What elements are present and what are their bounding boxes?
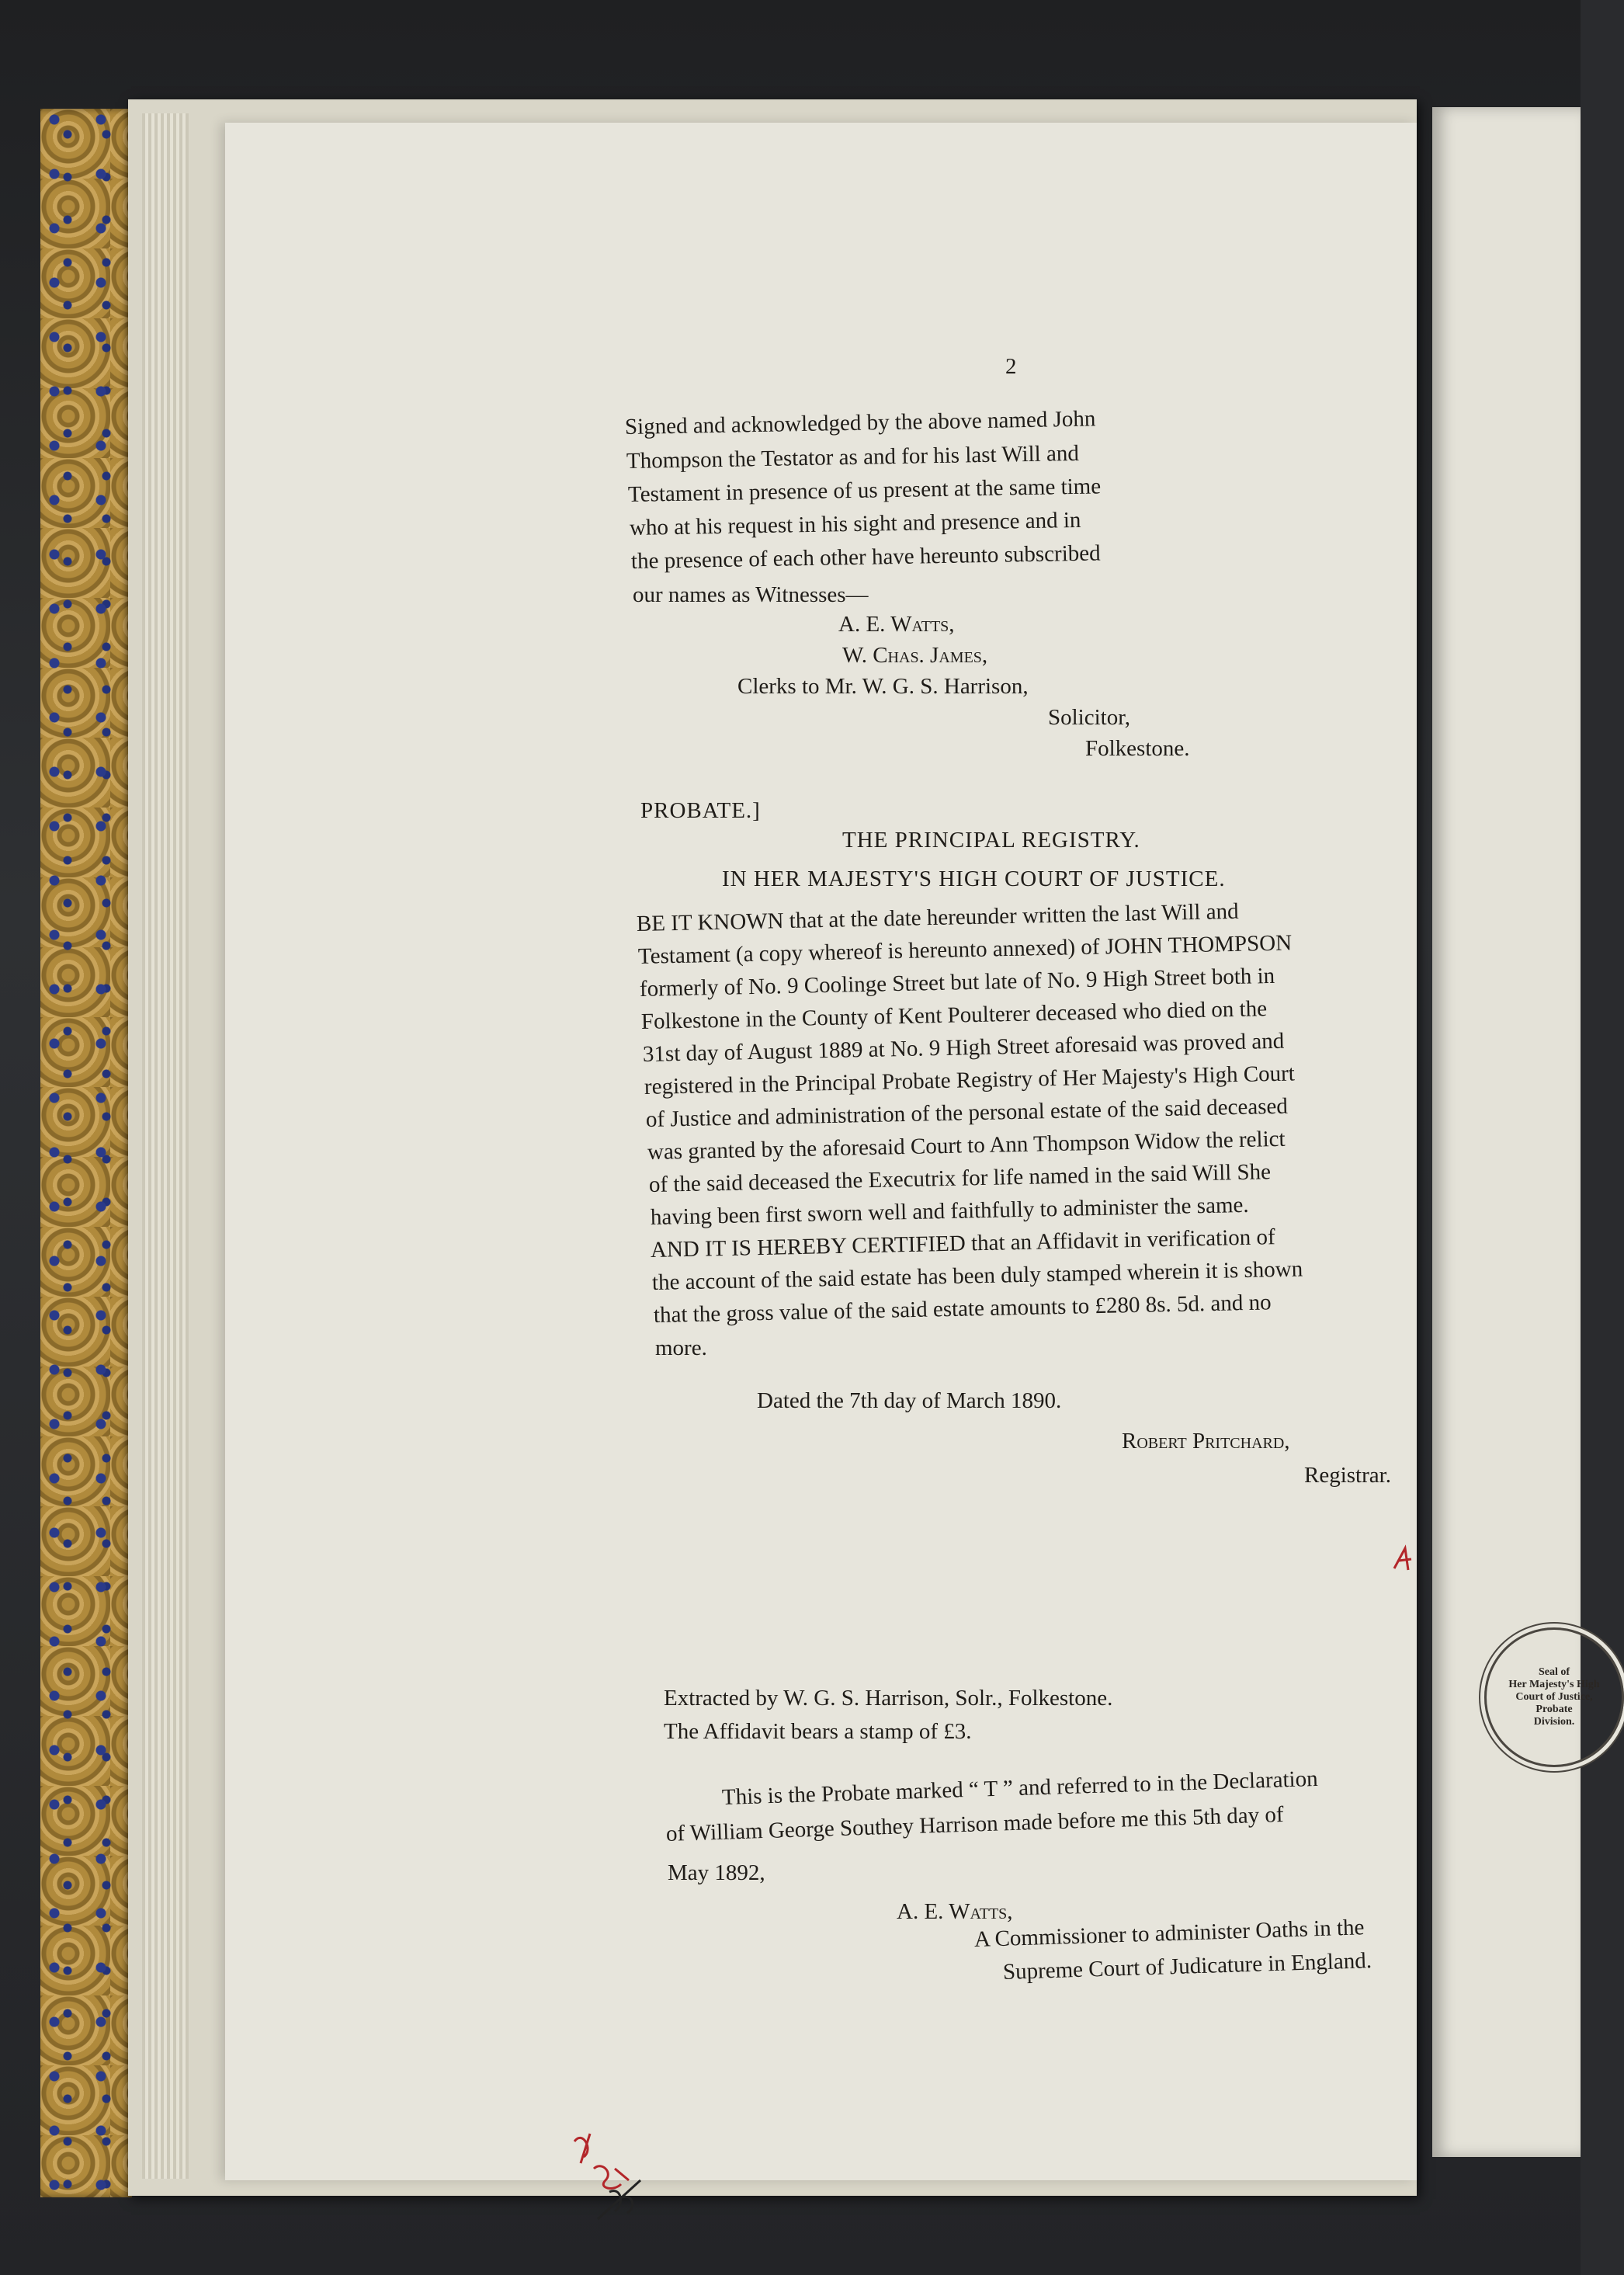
witness-name: A. E. Watts, bbox=[838, 612, 955, 637]
extract-line: The Affidavit bears a stamp of £3. bbox=[664, 1719, 972, 1744]
registrar-title: Registrar. bbox=[1304, 1463, 1391, 1488]
probate-body-line: Testament (a copy whereof is hereunto annexed) of JOHN THOMPSON bbox=[637, 930, 1293, 969]
facing-page bbox=[1432, 107, 1581, 2157]
declaration-title: A Commissioner to administer Oaths in the bbox=[973, 1915, 1365, 1952]
probate-body-line: 31st day of August 1889 at No. 9 High Street aforesaid was proved and bbox=[642, 1028, 1285, 1067]
extract-line: Extracted by W. G. S. Harrison, Solr., Folkestone. bbox=[664, 1686, 1113, 1711]
court-seal bbox=[1484, 1627, 1624, 1767]
attestation-line: Thompson the Testator as and for his last Will and bbox=[626, 440, 1080, 474]
probate-body-line: more. bbox=[655, 1335, 707, 1360]
attestation-line: our names as Witnesses— bbox=[633, 582, 869, 607]
declaration-line: of William George Southey Harrison made before me this 5th day of bbox=[665, 1802, 1284, 1846]
attestation-line: Testament in presence of us present at the same time bbox=[627, 474, 1102, 507]
declaration-line: May 1892, bbox=[668, 1860, 765, 1885]
seal-text: Seal of Her Majesty's High Court of Justice, Probate Division. bbox=[1508, 1666, 1600, 1728]
probate-body-line: BE IT KNOWN that at the date hereunder written the last Will and bbox=[636, 898, 1239, 936]
witness-clerks: Clerks to Mr. W. G. S. Harrison, bbox=[737, 674, 1029, 699]
probate-body-line: AND IT IS HEREBY CERTIFIED that an Affidavit in verification of bbox=[650, 1224, 1275, 1263]
red-pencil-mark-icon bbox=[1388, 1544, 1419, 1575]
declaration-line: This is the Probate marked “ T ” and referred to in the Declaration bbox=[721, 1766, 1319, 1810]
declaration-title: Supreme Court of Judicature in England. bbox=[1002, 1948, 1372, 1985]
probate-body-line: was granted by the aforesaid Court to Ann Thompson Widow the relict bbox=[647, 1126, 1286, 1165]
probate-body-line: of the said deceased the Executrix for life named in the said Will She bbox=[648, 1159, 1272, 1197]
handwritten-annotation-icon bbox=[567, 2126, 660, 2227]
probate-body-line: having been first sworn well and faithfully to administer the same. bbox=[650, 1192, 1249, 1230]
attestation-line: the presence of each other have hereunto subscribed bbox=[630, 540, 1101, 574]
probate-body-line: registered in the Principal Probate Registry of Her Majesty's High Court bbox=[644, 1061, 1296, 1099]
attestation-line: who at his request in his sight and presence and in bbox=[629, 507, 1081, 540]
witness-solicitor: Solicitor, bbox=[1048, 705, 1130, 730]
probate-date: Dated the 7th day of March 1890. bbox=[757, 1388, 1062, 1413]
probate-body-line: that the gross value of the said estate amounts to £280 8s. 5d. and no bbox=[653, 1290, 1272, 1328]
probate-body-line: the account of the said estate has been duly stamped wherein it is shown bbox=[651, 1256, 1303, 1295]
registrar-name: Robert Pritchard, bbox=[1122, 1429, 1290, 1454]
probate-body-line: of Justice and administration of the personal estate of the said deceased bbox=[645, 1093, 1289, 1132]
attestation-line: Signed and acknowledged by the above named John bbox=[624, 406, 1096, 439]
document-page bbox=[225, 123, 1600, 2180]
registry-heading: THE PRINCIPAL REGISTRY. bbox=[842, 828, 1140, 853]
witness-place: Folkestone. bbox=[1085, 736, 1190, 761]
page-number: 2 bbox=[1005, 354, 1017, 379]
probate-body-line: Folkestone in the County of Kent Poulterer deceased who died on the bbox=[640, 996, 1268, 1034]
marbled-edge bbox=[40, 109, 132, 2197]
probate-label: PROBATE.] bbox=[640, 798, 761, 823]
witness-name: W. Chas. James, bbox=[842, 643, 988, 668]
court-heading: IN HER MAJESTY'S HIGH COURT OF JUSTICE. bbox=[722, 867, 1226, 891]
declaration-signer: A. E. Watts, bbox=[897, 1899, 1013, 1924]
probate-body-line: formerly of No. 9 Coolinge Street but late of No. 9 High Street both in bbox=[639, 963, 1275, 1002]
